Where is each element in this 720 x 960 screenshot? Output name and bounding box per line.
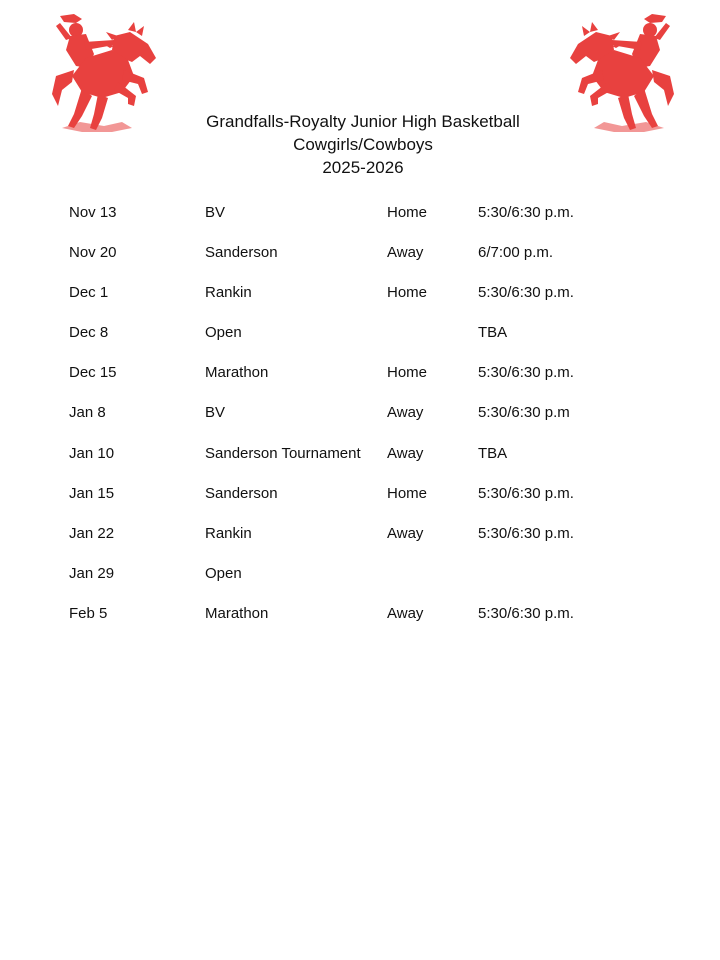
schedule-row	[0, 360, 720, 400]
schedule-row	[0, 601, 720, 641]
game-opponent: Marathon	[205, 604, 269, 622]
schedule-row	[0, 561, 720, 601]
game-location: Away	[387, 524, 424, 542]
schedule-row	[0, 441, 720, 481]
schedule-table	[0, 200, 720, 641]
game-time: 5:30/6:30 p.m	[478, 404, 570, 422]
game-location: Away	[387, 444, 424, 462]
schedule-row	[0, 400, 720, 440]
page-title: Grandfalls-Royalty Junior High Basketball	[206, 112, 520, 131]
schedule-row	[0, 240, 720, 280]
schedule-row	[0, 320, 720, 360]
game-date: Dec 1	[69, 284, 109, 302]
game-opponent: Rankin	[205, 284, 252, 302]
season-label: 2025-2026	[322, 158, 404, 177]
game-date: Nov 13	[69, 204, 117, 221]
schedule-row	[0, 200, 720, 240]
game-time: 5:30/6:30 p.m.	[478, 204, 574, 221]
game-location: Away	[387, 604, 424, 622]
game-time: 5:30/6:30 p.m.	[478, 524, 574, 542]
game-opponent: Sanderson	[205, 244, 278, 262]
page-header	[0, 110, 720, 179]
game-date: Dec 15	[69, 364, 117, 382]
game-time: TBA	[478, 444, 508, 462]
game-location: Home	[387, 364, 428, 382]
game-opponent: Open	[205, 324, 242, 342]
game-time: 5:30/6:30 p.m.	[478, 364, 574, 382]
game-time: 5:30/6:30 p.m.	[478, 604, 574, 622]
team-names: Cowgirls/Cowboys	[293, 135, 433, 154]
game-date: Jan 15	[69, 484, 115, 502]
game-opponent: Sanderson	[205, 484, 278, 502]
schedule-row	[0, 521, 720, 561]
game-opponent: BV	[205, 404, 226, 422]
game-time: 5:30/6:30 p.m.	[478, 484, 574, 502]
game-date: Jan 8	[69, 404, 106, 422]
game-location: Away	[387, 404, 424, 422]
game-date: Jan 10	[69, 444, 115, 462]
game-location: Home	[387, 484, 428, 502]
game-date: Feb 5	[69, 604, 108, 622]
game-date: Dec 8	[69, 324, 109, 342]
schedule-row	[0, 280, 720, 320]
game-location: Home	[387, 284, 428, 302]
game-opponent: BV	[205, 204, 226, 221]
game-opponent: Rankin	[205, 524, 252, 542]
game-location: Away	[387, 244, 424, 262]
game-time: 5:30/6:30 p.m.	[478, 284, 574, 302]
game-location: Home	[387, 204, 428, 221]
game-time: TBA	[478, 324, 508, 342]
game-opponent: Open	[205, 564, 242, 582]
game-opponent: Marathon	[205, 364, 269, 382]
game-time: 6/7:00 p.m.	[478, 244, 554, 262]
game-date: Jan 29	[69, 564, 115, 582]
schedule-row	[0, 481, 720, 521]
game-date: Jan 22	[69, 524, 115, 542]
game-date: Nov 20	[69, 244, 117, 262]
game-opponent: Sanderson Tournament	[205, 444, 361, 462]
